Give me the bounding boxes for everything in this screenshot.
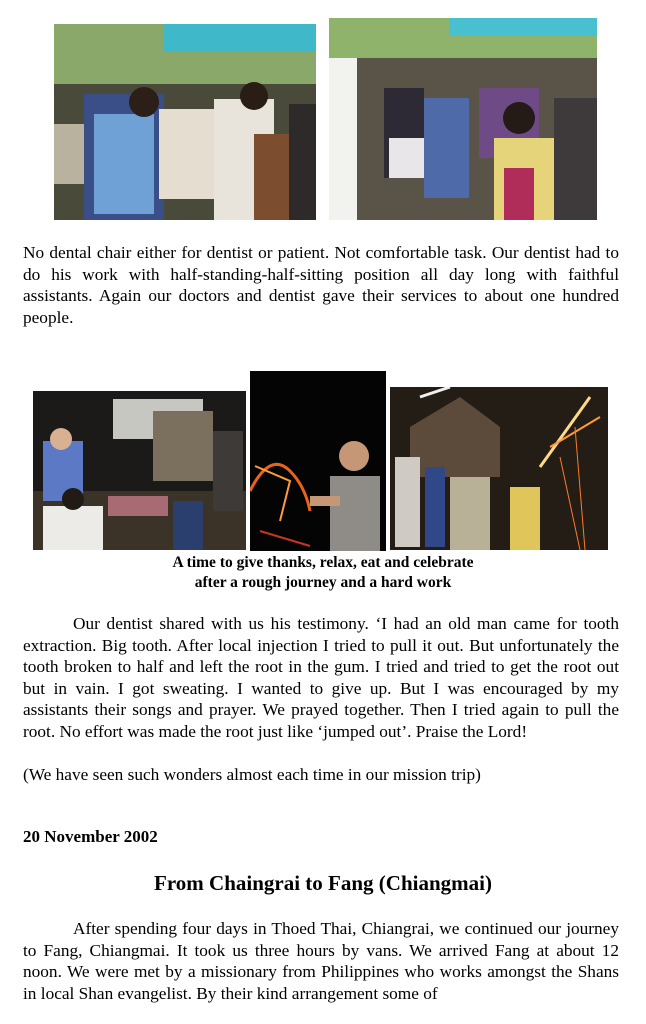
- photo-fireworks: [390, 387, 608, 550]
- date-heading: 20 November 2002: [23, 827, 158, 846]
- paragraph-journey: After spending four days in Thoed Thai, Chiangrai, we continued our journey to Fang, Chiangmai. It took us three hours by vans. We arrived Fang at about 12 noon. We were met by a missionary from Philippines who works amongst the Shans in local Shan evangelist. By their kind arrangement some of: [23, 919, 619, 1003]
- paragraph-testimony: Our dentist shared with us his testimony. ‘I had an old man came for tooth extraction. Big tooth. After local injection I tried to pull it out. But unfortunately the tooth broken to half and left the root in the gum. I tried and tried to get the root out but in vain. I got sweating. I wanted to give up. But I was encouraged by my assistants their songs and prayer. We prayed together. Then I tried again to pull the root. No effort was made the root just like ‘jumped out’. Praise the Lord!: [23, 614, 619, 741]
- testimony-note: (We have seen such wonders almost each time in our mission trip): [23, 765, 481, 784]
- photo-dental-treatment: [54, 24, 316, 220]
- photo-evening-meal: [33, 391, 246, 550]
- photo-waiting-crowd: [329, 18, 597, 220]
- paragraph-dental-work: No dental chair either for dentist or patient. Not comfortable task. Our dentist had to do his work with half-standing-half-sitting position all day long with faithful assistants. Again our doctors and dentist gave their services to about one hundred people.: [23, 243, 619, 327]
- caption-line-2: after a rough journey and a hard work: [194, 574, 452, 591]
- section-heading: From Chaingrai to Fang (Chiangmai): [154, 871, 492, 895]
- caption-line-1: A time to give thanks, relax, eat and celebrate: [172, 554, 474, 571]
- photo-man-with-sparkler: [250, 371, 386, 551]
- photo-caption: [0, 553, 646, 593]
